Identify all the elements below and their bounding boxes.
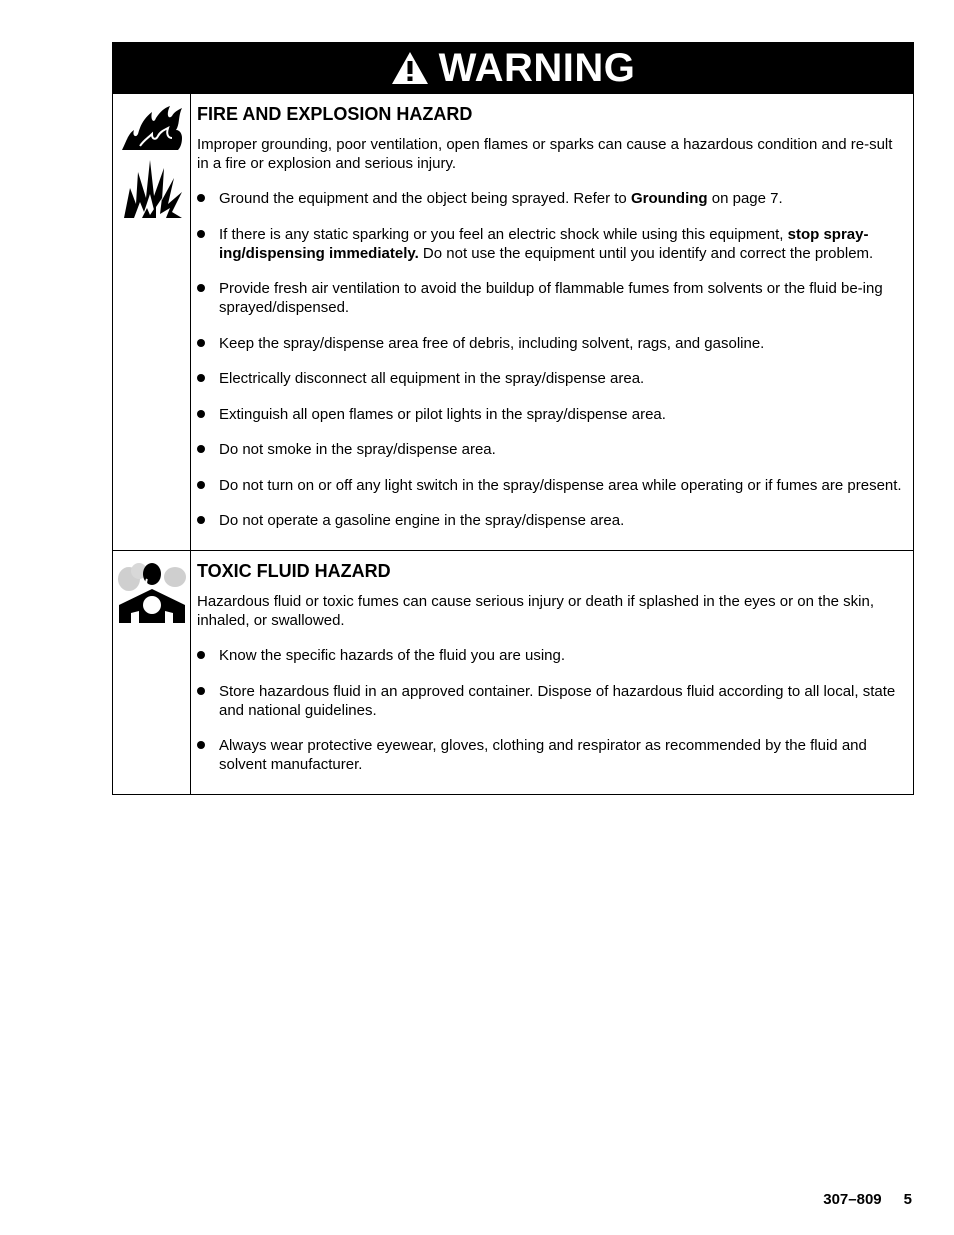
list-item-text: Do not use the equipment until you identify and correct the problem. [418,244,874,262]
list-item: Provide fresh air ventilation to avoid the buildup of flammable fumes from solvents or the fluid be-ing sprayed/dispensed. [197,279,903,317]
list-item: Electrically disconnect all equipment in the spray/dispense area. [197,369,903,388]
fire-hazard-text [191,94,913,550]
page-footer [823,1191,912,1208]
list-item [197,189,903,208]
list-item-text: Ground the equipment and the object being sprayed. Refer to [219,190,631,207]
warning-header [113,43,913,94]
toxic-hazard-heading: TOXIC FLUID HAZARD [197,561,391,581]
flame-icon [120,104,184,152]
explosion-icon [120,158,184,220]
list-item: Store hazardous fluid in an approved container. Dispose of hazardous fluid according to all local, state and national guidelines. [197,682,903,720]
list-item-text: on page 7. [707,190,783,207]
fire-hazard-icons [113,94,191,550]
fire-hazard-section [113,94,913,550]
list-item: Do not smoke in the spray/dispense area. [197,440,903,459]
list-item: Do not turn on or off any light switch in the spray/dispense area while operating or if fumes are present. [197,476,903,495]
warning-title: WARNING [438,46,636,90]
list-item [197,225,903,263]
stop-instruction: stop spray-ing/dispensing immediately. [219,225,869,262]
list-item: Do not operate a gasoline engine in the spray/dispense area. [197,511,903,530]
toxic-hazard-section [113,550,913,794]
fire-hazard-list [197,189,903,530]
page-number: 5 [903,1191,912,1208]
list-item: Always wear protective eyewear, gloves, clothing and respirator as recommended by the fluid and solvent manufacturer. [197,736,903,774]
warning-triangle-icon [391,51,429,85]
list-item: Know the specific hazards of the fluid you are using. [197,646,903,665]
warning-box [112,42,914,795]
doc-number: 307–809 [823,1191,882,1208]
list-item: Extinguish all open flames or pilot lights in the spray/dispense area. [197,405,903,424]
list-item-text: If there is any static sparking or you feel an electric shock while using this equipment, [219,225,788,243]
fire-hazard-heading: FIRE AND EXPLOSION HAZARD [197,104,473,124]
toxic-hazard-intro: Hazardous fluid or toxic fumes can cause serious injury or death if splashed in the eyes or on the skin, inhaled, or swallowed. [197,593,875,629]
toxic-hazard-text [191,551,913,794]
toxic-fumes-icon [117,561,187,627]
fire-hazard-intro: Improper grounding, poor ventilation, open flames or sparks can cause a hazardous condition and re-sult in a fire or explosion and serious injury. [197,136,893,172]
toxic-hazard-icons [113,551,191,794]
toxic-hazard-list [197,646,903,774]
list-item: Keep the spray/dispense area free of debris, including solvent, rags, and gasoline. [197,334,903,353]
grounding-reference: Grounding [630,190,708,207]
